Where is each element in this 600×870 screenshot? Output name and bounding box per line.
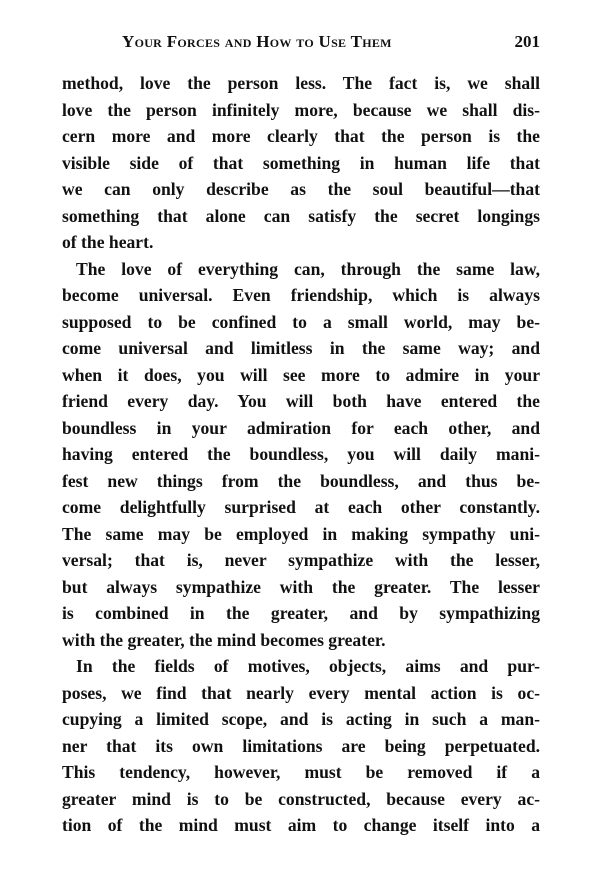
- text-line: visible side of that something in human life that: [62, 152, 540, 173]
- text-line: we can only describe as the soul beautiful—that: [62, 179, 540, 199]
- page-number: 201: [514, 32, 540, 51]
- text-line: is combined in the greater, and by sympathizing: [62, 603, 540, 623]
- text-line: boundless in your admiration for each other, and: [62, 417, 540, 438]
- text-line: come universal and limitless in the same way; and: [62, 338, 540, 358]
- text-line: come delightfully surprised at each other constantly.: [62, 497, 540, 517]
- text-line: greater mind is to be constructed, because every ac-: [62, 788, 540, 809]
- text-line: supposed to be confined to a small world, may be-: [62, 311, 540, 332]
- running-title: Your Forces and How to Use Them: [122, 32, 392, 51]
- text-line: fest new things from the boundless, and thus be-: [62, 470, 540, 491]
- text-line: In the fields of motives, objects, aims and pur-: [76, 656, 540, 676]
- text-line: with the greater, the mind becomes greater.: [62, 629, 386, 650]
- text-line: poses, we find that nearly every mental action is oc-: [62, 682, 540, 703]
- text-line: method, love the person less. The fact is, we shall: [62, 73, 540, 93]
- text-line: This tendency, however, must be removed if a: [62, 762, 540, 782]
- text-line: cern more and more clearly that the person is the: [62, 126, 540, 146]
- paragraph: [62, 256, 540, 654]
- text-line: but always sympathize with the greater. The lesser: [62, 576, 540, 597]
- text-line: friend every day. You will both have entered the: [62, 391, 540, 411]
- text-line: versal; that is, never sympathize with the lesser,: [62, 550, 540, 570]
- text-line: become universal. Even friendship, which is always: [62, 285, 540, 305]
- body-text: [62, 70, 540, 839]
- text-line: ner that its own limitations are being perpetuated.: [62, 735, 540, 756]
- text-line: tion of the mind must aim to change itself into a: [62, 815, 540, 835]
- text-line: something that alone can satisfy the secret longings: [62, 205, 540, 226]
- text-line: The same may be employed in making sympathy uni-: [62, 523, 540, 544]
- paragraph: [62, 653, 540, 839]
- text-line: cupying a limited scope, and is acting in such a man-: [62, 709, 540, 729]
- text-line: when it does, you will see more to admire in your: [62, 364, 540, 385]
- text-line: having entered the boundless, you will daily mani-: [62, 444, 540, 464]
- text-line: The love of everything can, through the same law,: [76, 258, 540, 279]
- text-line: of the heart.: [62, 232, 154, 252]
- page-header: [62, 32, 540, 54]
- text-line: love the person infinitely more, because we shall dis-: [62, 99, 540, 120]
- paragraph: [62, 70, 540, 256]
